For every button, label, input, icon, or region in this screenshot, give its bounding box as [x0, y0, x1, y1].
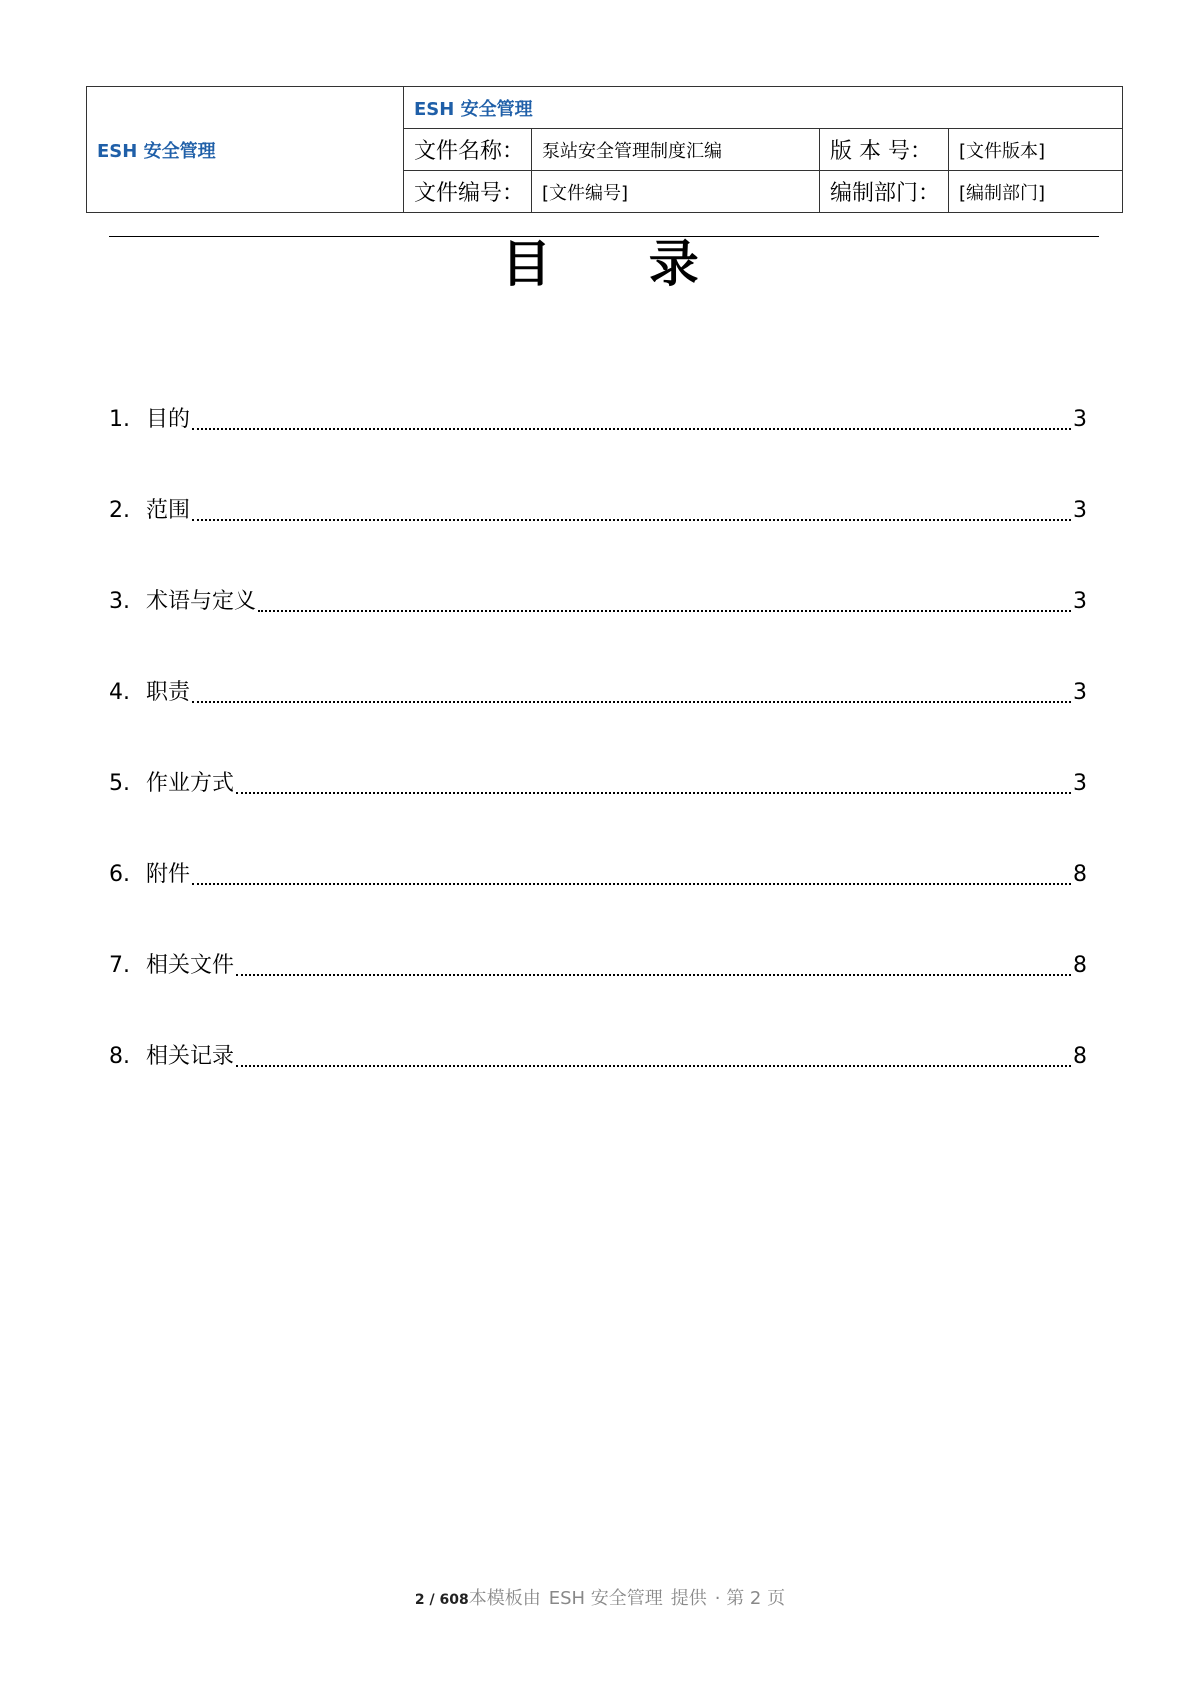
file-name-label: 文件名称 — [414, 139, 503, 164]
toc-item[interactable] — [109, 946, 1087, 1037]
toc-leader-dots — [258, 582, 1071, 612]
department-value-cell — [949, 171, 1123, 213]
footer-template-text: 本模板由 — [468, 1588, 541, 1609]
file-name-value-cell — [532, 129, 820, 171]
version-label: 版 本 号 — [830, 139, 910, 164]
version-label-cell — [820, 129, 949, 171]
label-colon: ： — [910, 139, 933, 164]
brand-top-cell — [404, 87, 1123, 129]
toc-item-text: 相关记录 — [146, 1044, 235, 1069]
page-footer — [0, 1584, 1200, 1610]
toc-item-number: 8. — [109, 1044, 130, 1069]
toc-item-page: 8 — [1073, 1044, 1087, 1069]
file-number-label: 文件编号 — [414, 181, 503, 206]
toc-item-text: 职责 — [146, 680, 191, 705]
toc-leader-dots — [192, 855, 1071, 885]
toc-item-text: 目的 — [146, 407, 191, 432]
toc-item-number: 2. — [109, 498, 130, 523]
toc-item-text: 相关文件 — [146, 953, 235, 978]
department-value: [编制部门] — [959, 182, 1046, 204]
toc-leader-dots — [236, 764, 1071, 794]
toc-item[interactable] — [109, 764, 1087, 855]
toc-leader-dots — [236, 1037, 1071, 1067]
brand-cell — [87, 87, 404, 213]
footer-provided: 提供 — [670, 1588, 707, 1609]
toc-item[interactable] — [109, 855, 1087, 946]
toc-item-number: 6. — [109, 862, 130, 887]
toc-item-page: 3 — [1073, 589, 1087, 614]
toc-item-page: 3 — [1073, 680, 1087, 705]
toc-item-page: 3 — [1073, 498, 1087, 523]
page-count: 2 / 608 — [414, 1592, 469, 1608]
toc-item[interactable] — [109, 491, 1087, 582]
toc-leader-dots — [192, 491, 1071, 521]
document-header-table — [86, 86, 1123, 213]
footer-brand: ESH 安全管理 — [548, 1588, 663, 1609]
toc-leader-dots — [192, 400, 1071, 430]
toc-item-number: 4. — [109, 680, 130, 705]
file-number-label-cell — [404, 171, 532, 213]
toc-item[interactable] — [109, 582, 1087, 673]
toc-item-number: 5. — [109, 771, 130, 796]
file-number-value-cell — [532, 171, 820, 213]
version-value-cell — [949, 129, 1123, 171]
toc-item-number: 7. — [109, 953, 130, 978]
file-name-value: 泵站安全管理制度汇编 — [542, 140, 722, 162]
toc-item-text: 作业方式 — [146, 771, 235, 796]
toc-item-page: 8 — [1073, 862, 1087, 887]
label-colon: ： — [502, 181, 525, 206]
toc-list — [109, 400, 1087, 1128]
footer-page-number: · 第 2 页 — [714, 1588, 786, 1609]
version-value: [文件版本] — [959, 140, 1046, 162]
toc-leader-dots — [236, 946, 1071, 976]
toc-item-text: 附件 — [146, 862, 191, 887]
brand-name-top: ESH 安全管理 — [414, 98, 533, 120]
file-name-label-cell — [404, 129, 532, 171]
toc-item-number: 1. — [109, 407, 130, 432]
file-number-value: [文件编号] — [542, 182, 629, 204]
toc-item-page: 8 — [1073, 953, 1087, 978]
toc-title: 目 录 — [501, 235, 739, 293]
toc-item[interactable] — [109, 1037, 1087, 1128]
toc-item-text: 范围 — [146, 498, 191, 523]
toc-item-number: 3. — [109, 589, 130, 614]
label-colon: ： — [918, 181, 941, 206]
toc-item[interactable] — [109, 673, 1087, 764]
department-label: 编制部门 — [830, 181, 919, 206]
toc-item-page: 3 — [1073, 771, 1087, 796]
label-colon: ： — [502, 139, 525, 164]
toc-leader-dots — [192, 673, 1071, 703]
toc-item[interactable] — [109, 400, 1087, 491]
department-label-cell — [820, 171, 949, 213]
toc-item-text: 术语与定义 — [146, 589, 257, 614]
toc-item-page: 3 — [1073, 407, 1087, 432]
brand-name: ESH 安全管理 — [97, 140, 216, 162]
